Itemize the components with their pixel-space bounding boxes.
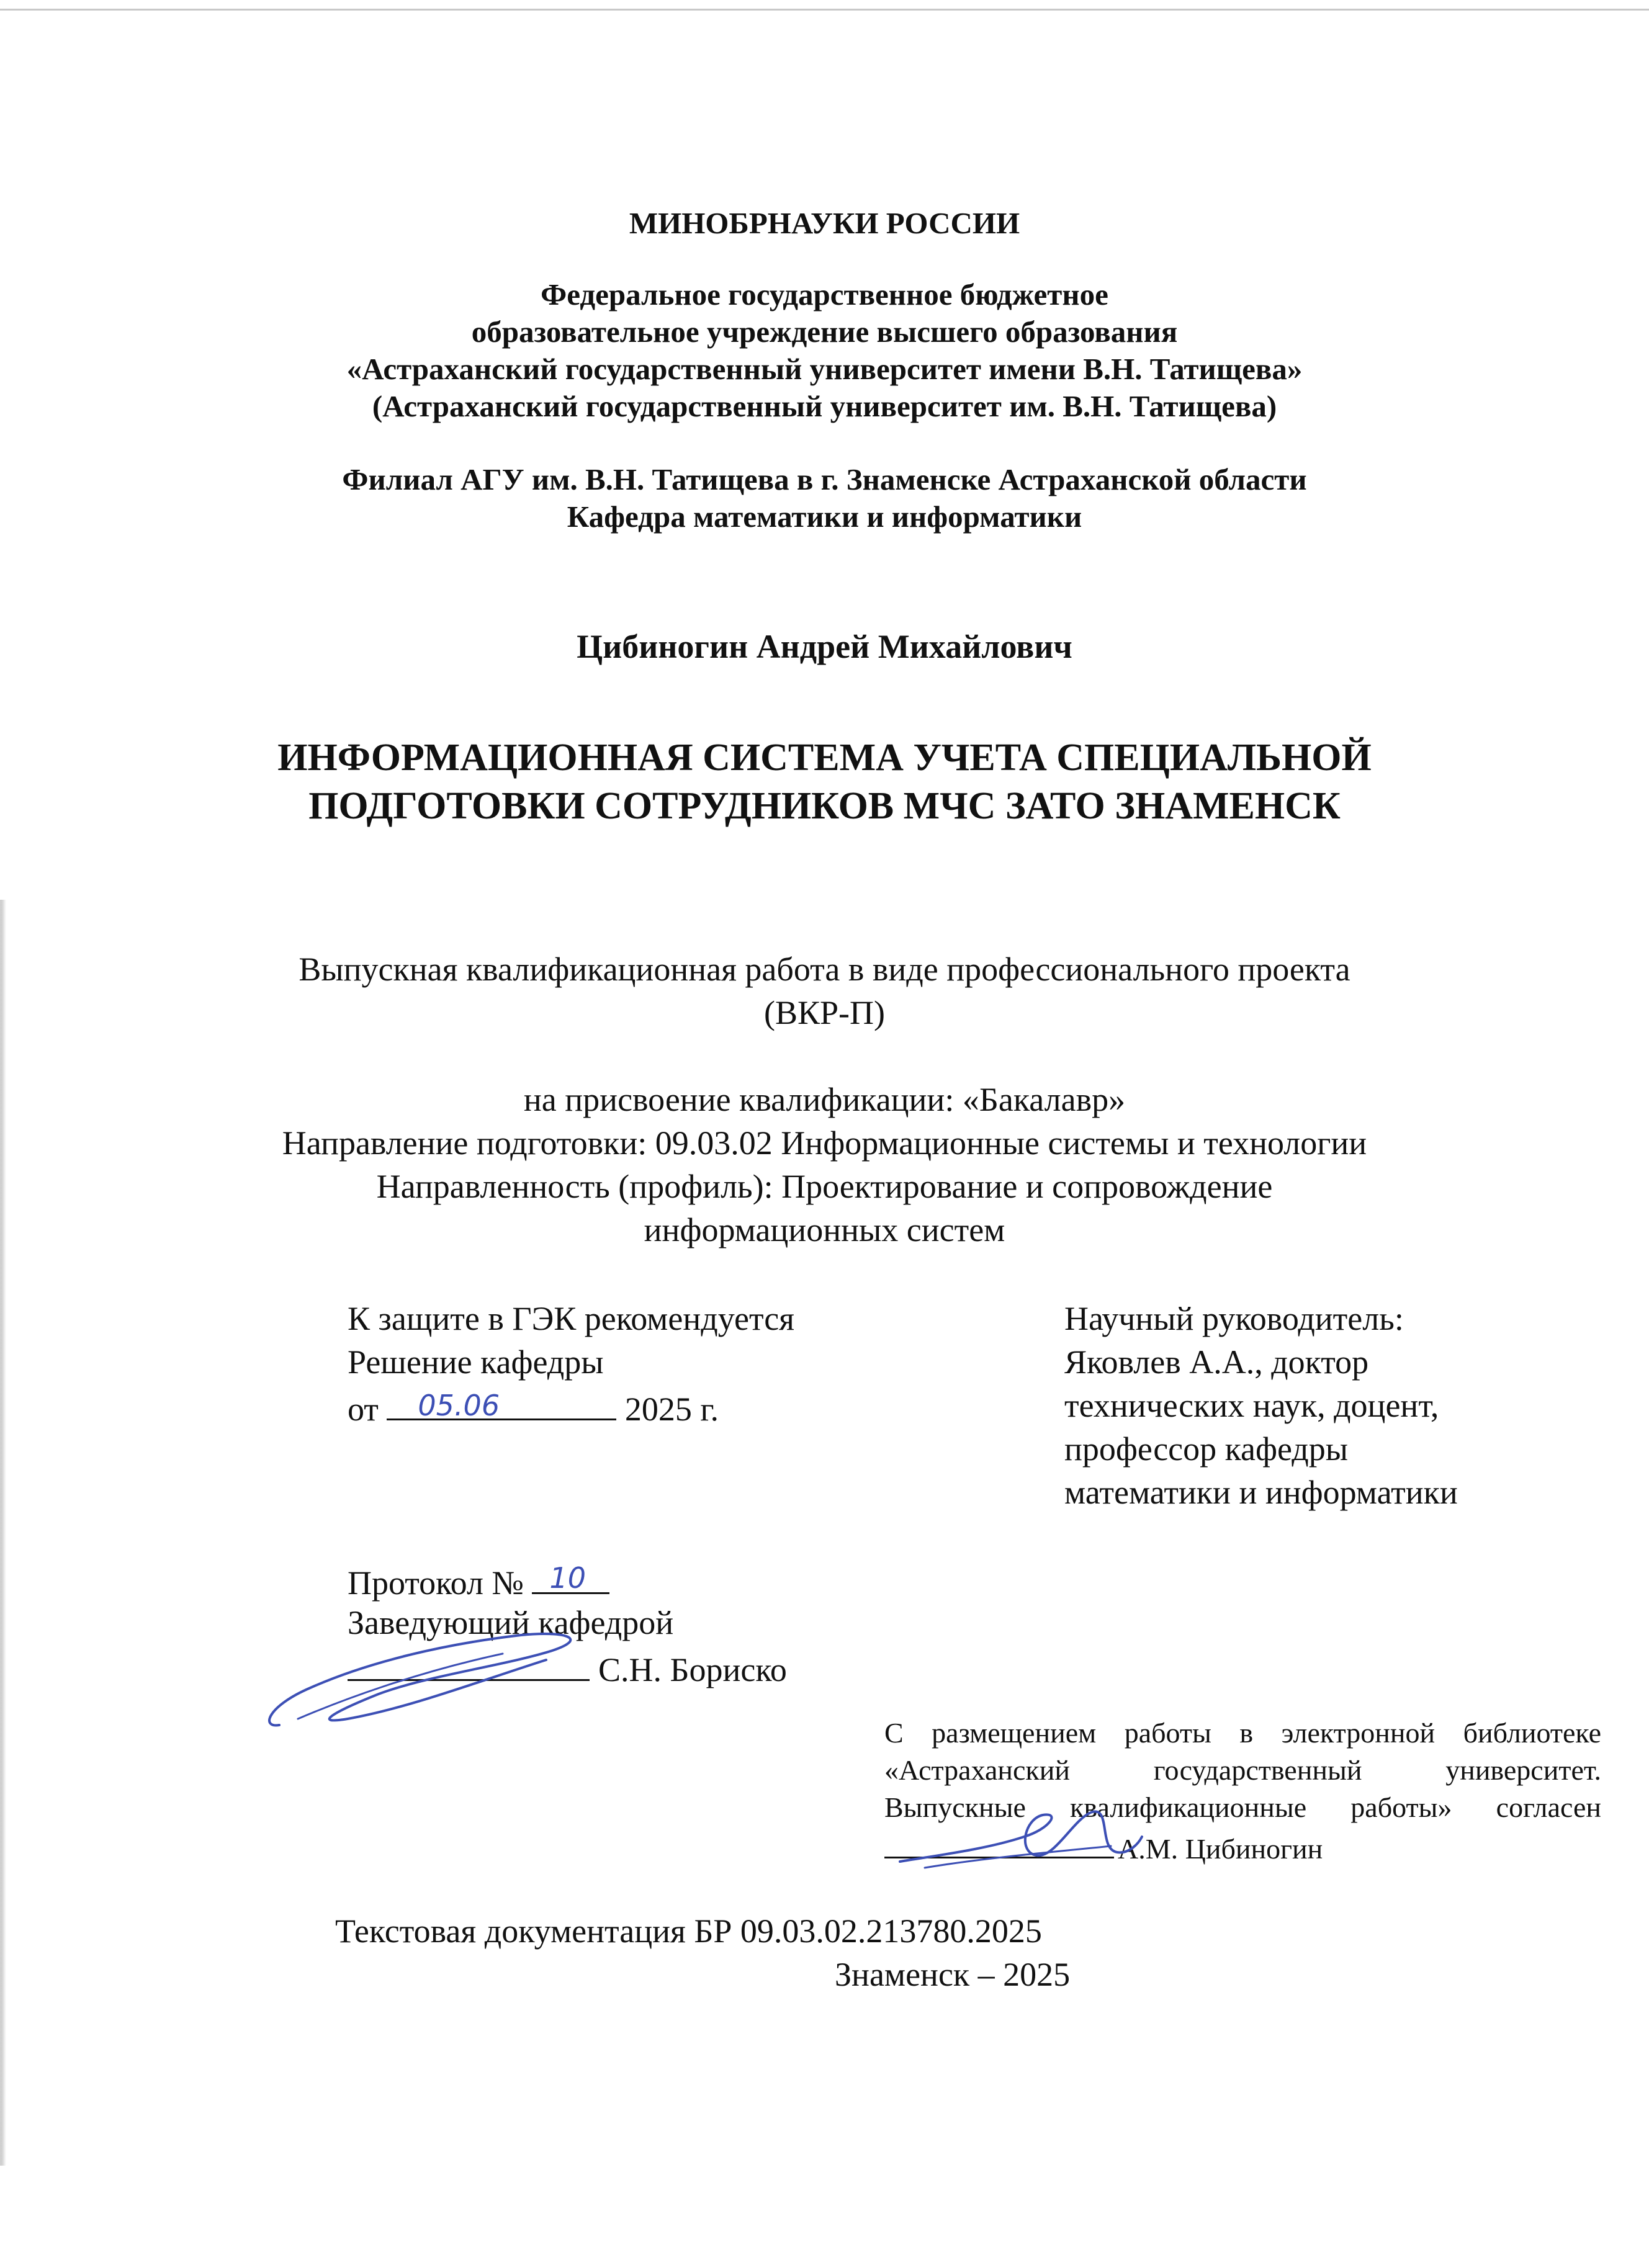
supervisor-degree: технических наук, доцент, <box>1064 1387 1439 1424</box>
scan-edge-top <box>0 9 1649 11</box>
ministry-heading: МИНОБРНАУКИ РОССИИ <box>629 206 1020 240</box>
defense-recommended: К защите в ГЭК рекомендуется <box>348 1300 795 1337</box>
city-year: Знаменск – 2025 <box>835 1956 1071 1993</box>
institution-line-1: Федеральное государственное бюджетное <box>541 277 1108 312</box>
supervisor-position: профессор кафедры <box>1064 1430 1349 1468</box>
head-of-department-name: С.Н. Бориско <box>598 1651 787 1688</box>
author-name: Цибиногин Андрей Михайлович <box>577 628 1072 665</box>
thesis-title-line-2: ПОДГОТОВКИ СОТРУДНИКОВ МЧС ЗАТО ЗНАМЕНСК <box>308 785 1341 827</box>
handwritten-date: 05.06 <box>418 1389 500 1422</box>
decision-date <box>348 1389 719 1426</box>
head-signature-scribble <box>254 1601 602 1744</box>
protocol-blank <box>532 1562 609 1594</box>
profile-line-2: информационных систем <box>644 1211 1005 1248</box>
date-prefix: от <box>348 1391 387 1428</box>
head-of-department-title: Заведующий кафедрой <box>348 1604 674 1641</box>
library-consent-line-2: «Астраханский государственный университет. <box>884 1754 1601 1786</box>
supervisor-department: математики и информатики <box>1064 1474 1458 1511</box>
student-name: А.М. Цибиногин <box>1118 1833 1323 1865</box>
protocol-prefix: Протокол № <box>348 1564 532 1602</box>
department-name: Кафедра математики и информатики <box>567 500 1082 534</box>
institution-line-2: образовательное учреждение высшего образования <box>471 315 1178 349</box>
student-signature-scribble <box>887 1793 1148 1880</box>
handwritten-protocol: 10 <box>549 1561 586 1595</box>
supervisor-name: Яковлев А.А., доктор <box>1064 1343 1369 1381</box>
work-type-line-1: Выпускная квалификационная работа в виде профессионального проекта <box>299 951 1350 988</box>
institution-line-3: «Астраханский государственный университет имени В.Н. Татищева» <box>346 352 1303 386</box>
supervisor-label: Научный руководитель: <box>1064 1300 1404 1337</box>
thesis-title-line-1: ИНФОРМАЦИОННАЯ СИСТЕМА УЧЕТА СПЕЦИАЛЬНОЙ <box>277 737 1372 779</box>
date-suffix: 2025 г. <box>616 1391 719 1428</box>
date-blank <box>387 1389 616 1420</box>
library-consent-line-3: Выпускные квалификационные работы» согласен <box>884 1791 1601 1823</box>
qualification-line: на присвоение квалификации: «Бакалавр» <box>523 1081 1126 1118</box>
branch-name: Филиал АГУ им. В.Н. Татищева в г. Знаменске Астраханской области <box>342 462 1307 496</box>
library-consent-line-1: С размещением работы в электронной библиотеке <box>884 1717 1601 1749</box>
profile-line-1: Направленность (профиль): Проектирование и сопровождение <box>376 1168 1273 1205</box>
direction-line: Направление подготовки: 09.03.02 Информационные системы и технологии <box>282 1124 1367 1162</box>
institution-line-4: (Астраханский государственный университет им. В.Н. Татищева) <box>372 389 1277 423</box>
work-type-line-2: (ВКР-П) <box>763 994 885 1031</box>
protocol-number <box>348 1562 609 1600</box>
document-code: Текстовая документация БР 09.03.02.213780.2025 <box>335 1912 1042 1950</box>
department-decision: Решение кафедры <box>348 1343 604 1381</box>
